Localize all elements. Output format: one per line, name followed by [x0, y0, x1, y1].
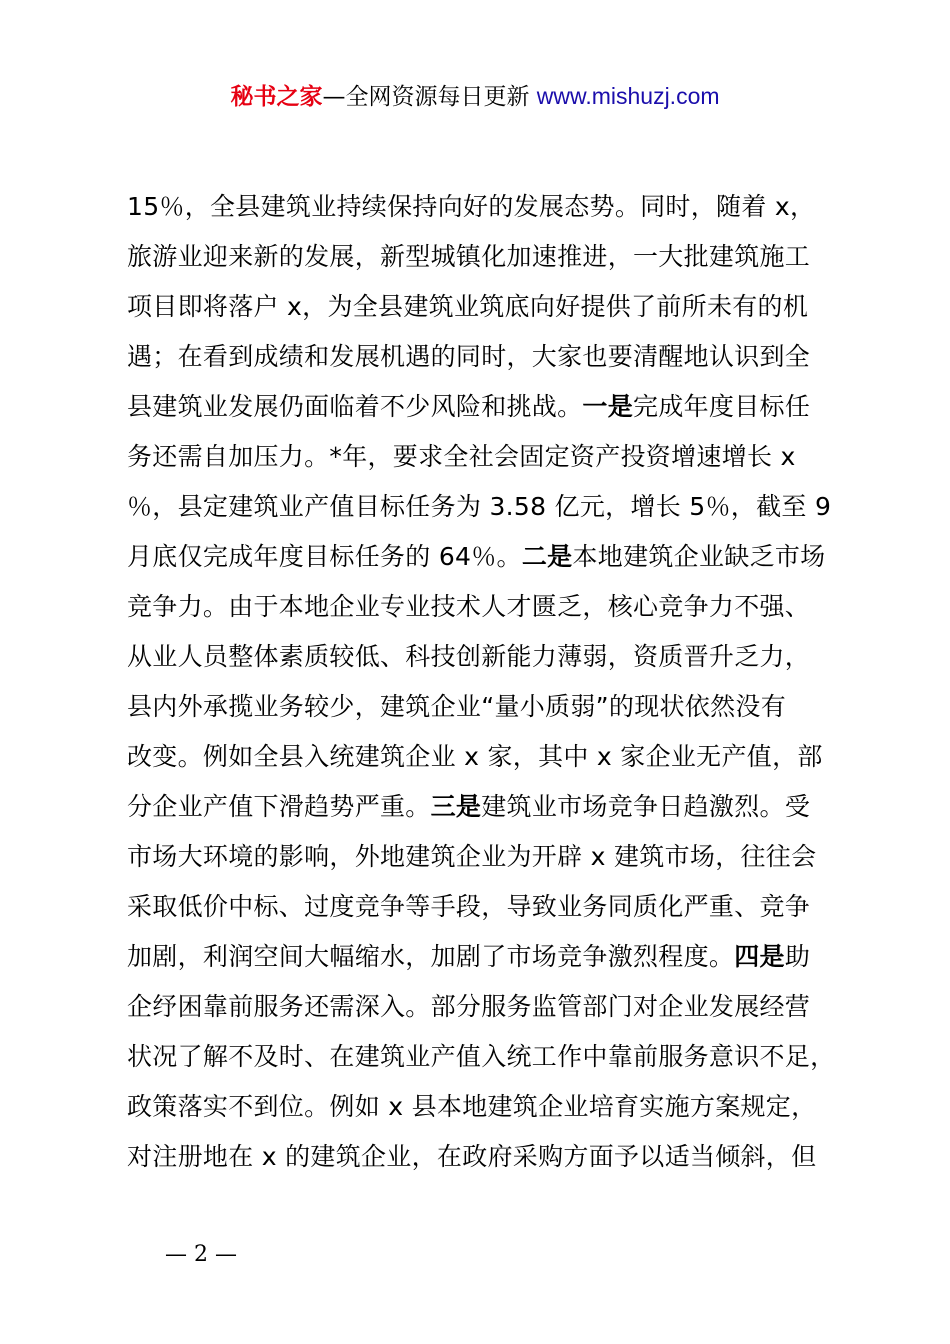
text-line [127, 782, 835, 832]
text-line [127, 932, 835, 982]
text-segment: 县内外承揽业务较少，建筑企业“量小质弱”的现状依然没有 [127, 692, 787, 721]
text-segment: 采取低价中标、过度竞争等手段，导致业务同质化严重、竞争 [127, 892, 811, 921]
bold-lead-phrase: 一是 [582, 392, 634, 421]
text-line [127, 1082, 835, 1132]
text-line [127, 432, 835, 482]
text-line [127, 332, 835, 382]
text-segment: 加剧，利润空间大幅缩水，加剧了市场竞争激烈程度。 [127, 942, 735, 971]
bold-lead-phrase: 四是 [734, 942, 785, 971]
document-body [127, 182, 835, 1182]
text-segment: 分企业产值下滑趋势严重。 [127, 792, 431, 821]
text-line [127, 832, 835, 882]
bold-lead-phrase: 三是 [430, 792, 482, 821]
text-segment: 改变。例如全县入统建筑企业 x 家，其中 x 家企业无产值，部 [127, 742, 823, 771]
text-line [127, 632, 835, 682]
text-segment: 县建筑业发展仍面临着不少风险和挑战。 [127, 392, 583, 421]
text-line [127, 182, 835, 232]
text-segment: 本地建筑企业缺乏市场 [572, 542, 826, 571]
text-segment: 政策落实不到位。例如 x 县本地建筑企业培育实施方案规定， [127, 1092, 817, 1121]
text-line [127, 732, 835, 782]
text-segment: 企纾困靠前服务还需深入。部分服务监管部门对企业发展经营 [127, 992, 811, 1021]
text-segment: 项目即将落户 x，为全县建筑业筑底向好提供了前所未有的机 [127, 292, 809, 321]
text-segment: 15％，全县建筑业持续保持向好的发展态势。同时，随着 x， [127, 192, 816, 221]
text-segment: 从业人员整体素质较低、科技创新能力薄弱，资质晋升乏力， [127, 642, 811, 671]
text-segment: 月底仅完成年度目标任务的 64％。 [127, 542, 522, 571]
text-segment: ％，县定建筑业产值目标任务为 3.58 亿元，增长 5％，截至 9 [127, 492, 832, 521]
text-line [127, 1132, 835, 1182]
site-tagline: —全网资源每日更新 [322, 84, 537, 110]
site-brand: 秘书之家 [230, 84, 323, 110]
text-line [127, 1032, 835, 1082]
text-segment: 遇；在看到成绩和发展机遇的同时，大家也要清醒地认识到全 [127, 342, 811, 371]
text-line [127, 682, 835, 732]
page-number: — 2 — [165, 1242, 237, 1267]
text-line [127, 482, 835, 532]
text-line [127, 532, 835, 582]
site-url-link[interactable]: www.mishuzj.com [536, 83, 720, 109]
site-header [0, 80, 950, 113]
text-line [127, 382, 835, 432]
text-line [127, 882, 835, 932]
text-segment: 建筑业市场竞争日趋激烈。受 [481, 792, 811, 821]
text-line [127, 282, 835, 332]
text-segment: 完成年度目标任 [633, 392, 811, 421]
text-segment: 旅游业迎来新的发展，新型城镇化加速推进，一大批建筑施工 [127, 242, 811, 271]
text-segment: 务还需自加压力。*年，要求全社会固定资产投资增速增长 x [127, 442, 796, 471]
bold-lead-phrase: 二是 [521, 542, 573, 571]
text-line [127, 232, 835, 282]
text-line [127, 582, 835, 632]
text-segment: 竞争力。由于本地企业专业技术人才匮乏，核心竞争力不强、 [127, 592, 811, 621]
text-segment: 助 [784, 942, 811, 971]
text-line [127, 982, 835, 1032]
text-segment: 状况了解不及时、在建筑业产值入统工作中靠前服务意识不足， [127, 1042, 836, 1071]
text-segment: 市场大环境的影响，外地建筑企业为开辟 x 建筑市场，往往会 [127, 842, 817, 871]
text-segment: 对注册地在 x 的建筑企业，在政府采购方面予以适当倾斜，但 [127, 1142, 817, 1171]
